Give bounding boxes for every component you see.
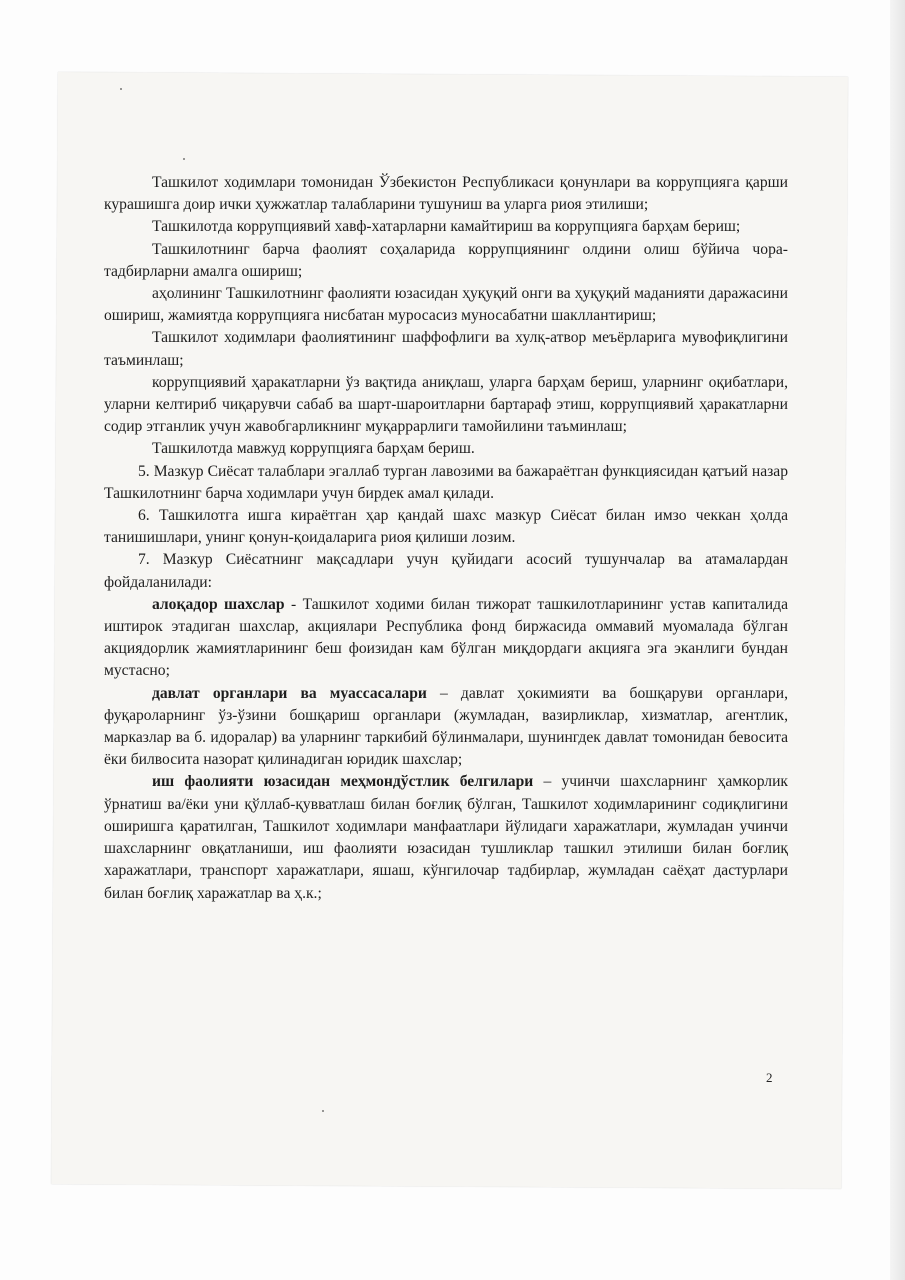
defined-term: иш фаолияти юзасидан меҳмондўстлик белгилари: [152, 773, 534, 791]
numbered-paragraph: 7. Мазкур Сиёсатнинг мақсадлари учун қуйидаги асосий тушунчалар ва атамалардан фойдаланилади:: [104, 551, 788, 591]
definition-text: – учинчи шахсларнинг ҳамкорлик ўрнатиш ва/ёки уни қўллаб-қувватлаш билан боғлиқ бўлган, Ташкилот ходимларининг содиқлигини оширишга қаратилган, Ташкилот ходимлари манфаатлари йўлидаги харажатлари, жумладан учинчи шахсларнинг овқатланиши, иш фаолияти юзасидан тушликлар ташкил этилиши билан боғлиқ харажатлари, транспорт харажатлари, яшаш, кўнгилочар тадбирлар, жумладан саёҳат дастурлари билан боғлиқ харажатлар ва ҳ.к.;: [104, 773, 789, 902]
defined-term: давлат органлари ва муассасалари: [152, 684, 427, 702]
scan-speck: [183, 158, 185, 160]
paragraph: Ташкилотда мавжуд коррупцияга барҳам бериш.: [152, 440, 475, 458]
paragraph: Ташкилотда коррупциявий хавф-хатарларни камайтириш ва коррупцияга барҳам бериш;: [152, 218, 741, 236]
numbered-paragraph: 6. Ташкилотга ишга кираётган ҳар қандай шахс мазкур Сиёсат билан имзо чеккан ҳолда танишишлари, унинг қонун-қоидаларига риоя қилиши лозим.: [104, 507, 788, 547]
definition-paragraph: [104, 594, 788, 683]
scanner-edge: [890, 0, 905, 1280]
paragraph: аҳолининг Ташкилотнинг фаолияти юзасидан ҳуқуқий онги ва ҳуқуқий маданияти даражасини ошириш, жамиятда коррупцияга нисбатан муросасиз муносабатни шакллантириш;: [104, 285, 788, 325]
paragraph: Ташкилот ходимлари фаолиятининг шаффофлиги ва хулқ-атвор меъёрларига мувофиқлигини таъминлаш;: [104, 329, 788, 369]
document-body: [104, 172, 788, 905]
page-number: 2: [766, 1070, 773, 1085]
definition-text: - Ташкилот ходими билан тижорат ташкилотларининг устав капиталида иштирок этадиган шахслар, акциялари Республика фонд биржасида оммавий муомалада бўлган акциядорлик жамиятларининг беш фоизидан кам бўлган миқдордаги акцияга эга эканлиги бундан мустасно;: [104, 595, 789, 680]
defined-term: алоқадор шахслар: [152, 595, 285, 613]
definition-paragraph: [104, 771, 788, 904]
definition-text: – давлат ҳокимияти ва бошқаруви органлари, фуқароларнинг ўз-ўзини бошқариш органлари (жумладан, вазирликлар, хизматлар, агентлик, марказлар ва б. идоралар) ва уларнинг таркибий бўлинмалари, шунингдек давлат томонидан бевосита ёки билвосита назорат қилинадиган юридик шахслар;: [104, 684, 788, 769]
scan-speck: [322, 1110, 324, 1112]
paragraph: Ташкилотнинг барча фаолият соҳаларида коррупциянинг олдини олиш бўйича чора-тадбирларни амалга ошириш;: [104, 240, 788, 280]
scan-speck: [120, 88, 122, 90]
paragraph: коррупциявий ҳаракатларни ўз вақтида аниқлаш, уларга барҳам бериш, уларнинг оқибатлари, уларни келтириб чиқарувчи сабаб ва шарт-шароитларни бартараф этиш, коррупциявий ҳаракатларни содир этганлик учун жавобгарликнинг муқаррарлиги тамойилини таъминлаш;: [104, 373, 788, 436]
numbered-paragraph: 5. Мазкур Сиёсат талаблари эгаллаб турган лавозими ва бажараётган функциясидан қатъий назар Ташкилотнинг барча ходимлари учун бирдек амал қилади.: [104, 462, 788, 502]
definition-paragraph: [104, 683, 788, 772]
paragraph: Ташкилот ходимлари томонидан Ўзбекистон Республикаси қонунлари ва коррупцияга қарши курашишга доир ички ҳужжатлар талабларини тушуниш ва уларга риоя этилиши;: [104, 174, 788, 214]
